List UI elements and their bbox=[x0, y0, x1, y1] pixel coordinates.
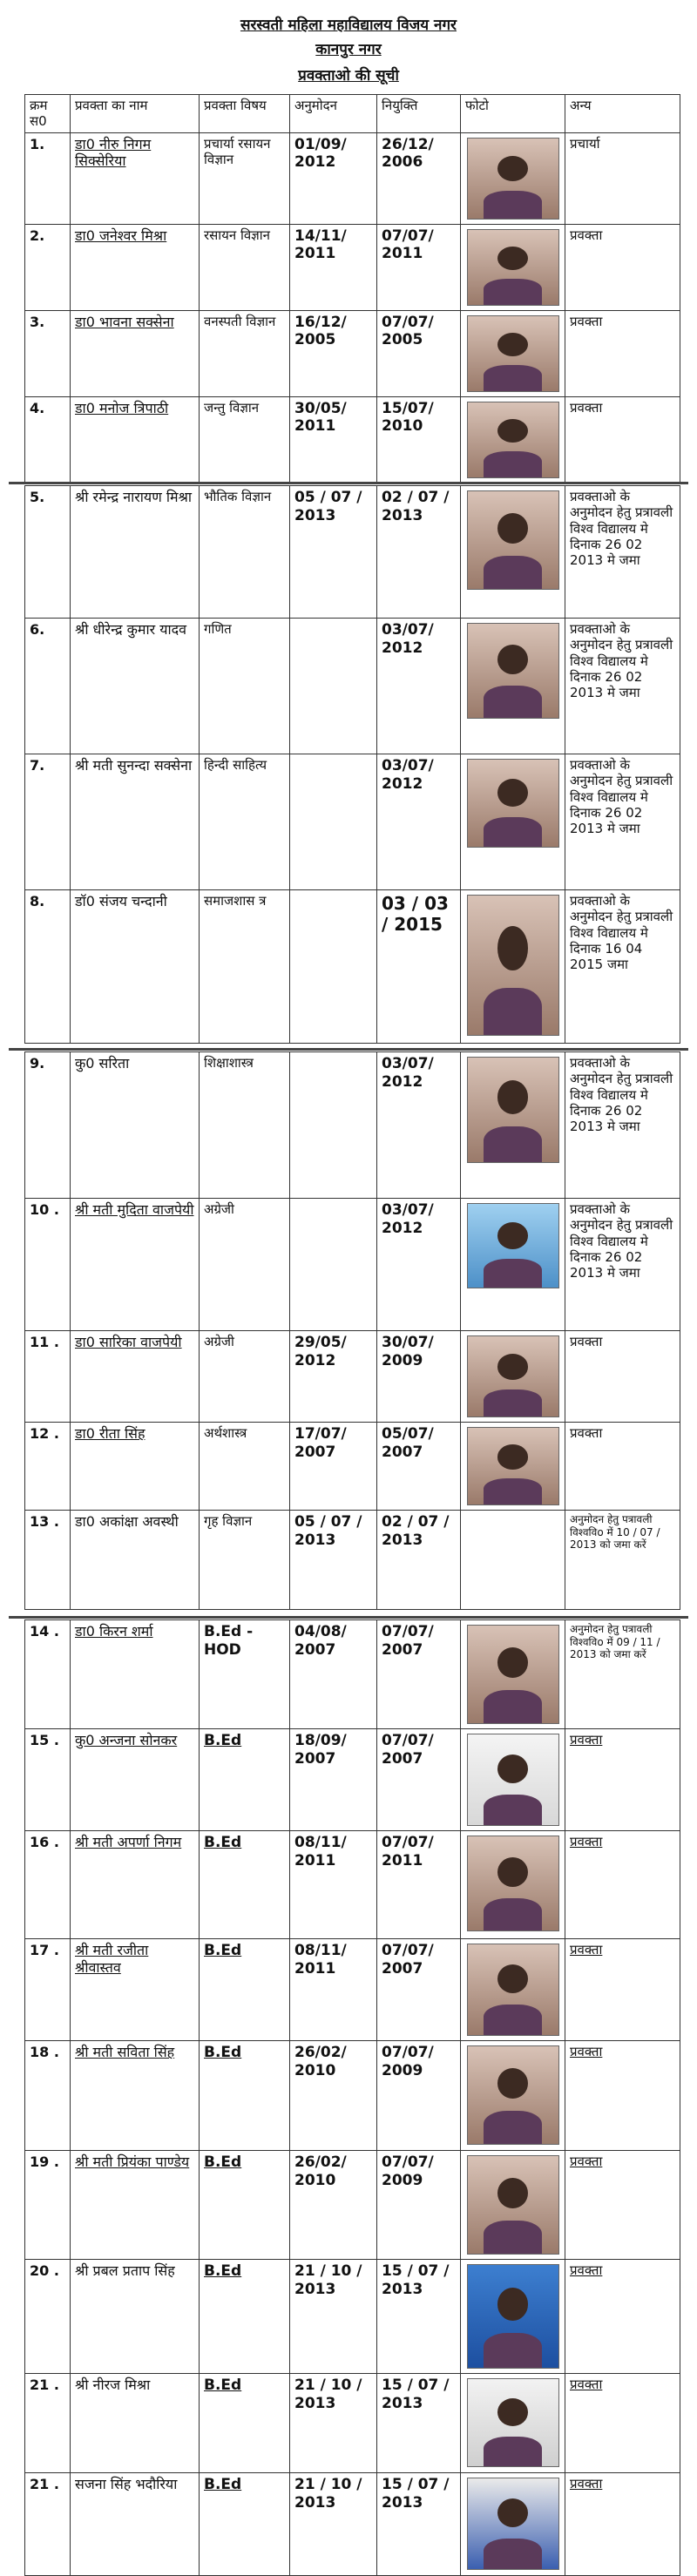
remark-cell: प्रवक्ता bbox=[565, 1939, 680, 2041]
subject-cell: जन्तु विज्ञान bbox=[200, 396, 290, 483]
serial-cell: 3. bbox=[25, 310, 71, 396]
remark-cell: प्रवक्ताओ के अनुमोदन हेतु प्रत्रावली विश्व विद्यालय मे दिनाक 26 02 2013 मे जमा bbox=[565, 1052, 680, 1199]
remark-cell: प्रवक्ताओ के अनुमोदन हेतु प्रत्रावली विश्व विद्यालय मे दिनाक 26 02 2013 मे जमा bbox=[565, 754, 680, 890]
appointment-cell: 26/12/ 2006 bbox=[377, 132, 461, 224]
subject-cell: अग्रेजी bbox=[200, 1199, 290, 1331]
subject-cell: B.Ed bbox=[200, 2041, 290, 2151]
name-cell: श्री मती सुनन्दा सक्सेना bbox=[71, 754, 200, 890]
appointment-cell: 07/07/ 2007 bbox=[377, 1729, 461, 1831]
table-row bbox=[25, 619, 680, 754]
col-header-name: प्रवक्ता का नाम bbox=[71, 95, 200, 133]
section-divider bbox=[9, 1616, 688, 1619]
serial-cell: 13 . bbox=[25, 1511, 71, 1610]
subject-cell: गृह विज्ञान bbox=[200, 1511, 290, 1610]
section-divider bbox=[9, 1048, 688, 1051]
approval-cell: 17/07/ 2007 bbox=[290, 1423, 377, 1511]
approval-cell: 26/02/ 2010 bbox=[290, 2041, 377, 2151]
photo-cell bbox=[461, 1939, 565, 2041]
photo-cell bbox=[461, 132, 565, 224]
lecturer-table-part-3 bbox=[24, 1051, 680, 1610]
lecturer-photo bbox=[467, 1944, 559, 2036]
name-cell: डा0 सारिका वाजपेयी bbox=[71, 1331, 200, 1423]
name-cell: श्री मती रजीता श्रीवास्तव bbox=[71, 1939, 200, 2041]
table-row bbox=[25, 1511, 680, 1610]
approval-cell: 18/09/ 2007 bbox=[290, 1729, 377, 1831]
serial-cell: 10 . bbox=[25, 1199, 71, 1331]
lecturer-photo bbox=[467, 2264, 559, 2369]
lecturer-photo bbox=[467, 1057, 559, 1163]
table-row bbox=[25, 754, 680, 890]
page-header bbox=[0, 0, 697, 91]
subject-cell: B.Ed bbox=[200, 2260, 290, 2374]
lecturer-photo bbox=[467, 490, 559, 590]
photo-cell bbox=[461, 2041, 565, 2151]
serial-cell: 20 . bbox=[25, 2260, 71, 2374]
name-cell: श्री रमेन्द्र नारायण मिश्रा bbox=[71, 486, 200, 619]
serial-cell: 2. bbox=[25, 224, 71, 310]
table-row bbox=[25, 224, 680, 310]
name-cell: श्री मती अपर्णा निगम bbox=[71, 1831, 200, 1939]
lecturer-table-part-1 bbox=[24, 94, 680, 483]
name-cell: डा0 नीरु निगम सिक्सेरिया bbox=[71, 132, 200, 224]
name-cell: श्री मती मुदिता वाजपेयी bbox=[71, 1199, 200, 1331]
lecturer-photo bbox=[467, 1335, 559, 1417]
lecturer-photo bbox=[467, 1427, 559, 1505]
photo-cell bbox=[461, 1052, 565, 1199]
lecturer-photo bbox=[467, 402, 559, 478]
appointment-cell: 03/07/ 2012 bbox=[377, 754, 461, 890]
appointment-cell: 07/07/ 2009 bbox=[377, 2151, 461, 2260]
appointment-cell: 03/07/ 2012 bbox=[377, 619, 461, 754]
approval-cell: 08/11/ 2011 bbox=[290, 1939, 377, 2041]
serial-cell: 18 . bbox=[25, 2041, 71, 2151]
remark-cell: प्रवक्ता bbox=[565, 396, 680, 483]
remark-cell: अनुमोदन हेतु पत्रावली विश्वविo में 10 / 07 / 2013 को जमा करें bbox=[565, 1511, 680, 1610]
subject-cell: अग्रेजी bbox=[200, 1331, 290, 1423]
list-title: प्रवक्ताओ की सूची bbox=[298, 67, 399, 85]
photo-cell bbox=[461, 1620, 565, 1729]
approval-cell: 08/11/ 2011 bbox=[290, 1831, 377, 1939]
appointment-cell: 30/07/ 2009 bbox=[377, 1331, 461, 1423]
name-cell: डा0 रीता सिंह bbox=[71, 1423, 200, 1511]
lecturer-photo bbox=[467, 1734, 559, 1826]
photo-cell bbox=[461, 1199, 565, 1331]
table-row bbox=[25, 486, 680, 619]
name-cell: सजना सिंह भदौरिया bbox=[71, 2473, 200, 2576]
subject-cell: B.Ed bbox=[200, 2473, 290, 2576]
serial-cell: 16 . bbox=[25, 1831, 71, 1939]
name-cell: डा0 किरन शर्मा bbox=[71, 1620, 200, 1729]
subject-cell: वनस्पती विज्ञान bbox=[200, 310, 290, 396]
remark-cell: प्रवक्ता bbox=[565, 2374, 680, 2473]
photo-cell bbox=[461, 890, 565, 1044]
lecturer-photo bbox=[467, 759, 559, 848]
table-row bbox=[25, 2151, 680, 2260]
subject-cell: B.Ed bbox=[200, 2374, 290, 2473]
lecturer-photo bbox=[467, 229, 559, 306]
remark-cell: प्रवक्ता bbox=[565, 224, 680, 310]
remark-cell: प्रवक्ता bbox=[565, 2473, 680, 2576]
approval-cell: 29/05/ 2012 bbox=[290, 1331, 377, 1423]
serial-cell: 19 . bbox=[25, 2151, 71, 2260]
lecturer-photo bbox=[467, 2478, 559, 2570]
name-cell: डा0 मनोज त्रिपाठी bbox=[71, 396, 200, 483]
name-cell: कु0 अन्जना सोनकर bbox=[71, 1729, 200, 1831]
subject-cell: भौतिक विज्ञान bbox=[200, 486, 290, 619]
lecturer-photo bbox=[467, 2155, 559, 2255]
lecturer-photo bbox=[467, 315, 559, 392]
name-cell: डा0 जनेश्वर मिश्रा bbox=[71, 224, 200, 310]
remark-cell: अनुमोदन हेतु पत्रावली विश्वविo में 09 / 11 / 2013 को जमा करें bbox=[565, 1620, 680, 1729]
remark-cell: प्रवक्ता bbox=[565, 2260, 680, 2374]
approval-cell bbox=[290, 619, 377, 754]
table-row bbox=[25, 132, 680, 224]
name-cell: डा0 भावना सक्सेना bbox=[71, 310, 200, 396]
name-cell: श्री नीरज मिश्रा bbox=[71, 2374, 200, 2473]
approval-cell: 14/11/ 2011 bbox=[290, 224, 377, 310]
remark-cell: प्रवक्ता bbox=[565, 1729, 680, 1831]
remark-cell: प्रवक्ता bbox=[565, 1423, 680, 1511]
table-row bbox=[25, 1729, 680, 1831]
serial-cell: 11 . bbox=[25, 1331, 71, 1423]
table-row bbox=[25, 310, 680, 396]
photo-cell bbox=[461, 1511, 565, 1610]
lecturer-table-part-4 bbox=[24, 1619, 680, 2576]
table-row bbox=[25, 1831, 680, 1939]
appointment-cell: 03/07/ 2012 bbox=[377, 1199, 461, 1331]
photo-cell bbox=[461, 486, 565, 619]
table-row bbox=[25, 1620, 680, 1729]
table-row bbox=[25, 2374, 680, 2473]
subject-cell: B.Ed - HOD bbox=[200, 1620, 290, 1729]
photo-cell bbox=[461, 2151, 565, 2260]
serial-cell: 6. bbox=[25, 619, 71, 754]
subject-cell: B.Ed bbox=[200, 1831, 290, 1939]
lecturer-photo-empty bbox=[468, 1515, 558, 1602]
approval-cell: 30/05/ 2011 bbox=[290, 396, 377, 483]
remark-cell: प्रवक्ताओ के अनुमोदन हेतु प्रत्रावली विश्व विद्यालय मे दिनाक 16 04 2015 जमा bbox=[565, 890, 680, 1044]
lecturer-table-part-2 bbox=[24, 485, 680, 1044]
table-row bbox=[25, 2473, 680, 2576]
approval-cell: 21 / 10 / 2013 bbox=[290, 2473, 377, 2576]
serial-cell: 17 . bbox=[25, 1939, 71, 2041]
appointment-cell: 15 / 07 / 2013 bbox=[377, 2260, 461, 2374]
col-header-approval: अनुमोदन bbox=[290, 95, 377, 133]
remark-cell: प्रवक्ता bbox=[565, 1331, 680, 1423]
approval-cell bbox=[290, 890, 377, 1044]
remark-cell: प्रवक्ता bbox=[565, 310, 680, 396]
table-row bbox=[25, 1423, 680, 1511]
appointment-cell: 05/07/ 2007 bbox=[377, 1423, 461, 1511]
photo-cell bbox=[461, 2260, 565, 2374]
subject-cell: शिक्षाशास्त्र bbox=[200, 1052, 290, 1199]
subject-cell: B.Ed bbox=[200, 1939, 290, 2041]
remark-cell: प्रवक्ताओ के अनुमोदन हेतु प्रत्रावली विश्व विद्यालय मे दिनाक 26 02 2013 मे जमा bbox=[565, 486, 680, 619]
subject-cell: प्रचार्या रसायन विज्ञान bbox=[200, 132, 290, 224]
photo-cell bbox=[461, 396, 565, 483]
photo-cell bbox=[461, 619, 565, 754]
approval-cell bbox=[290, 1199, 377, 1331]
city-title: कानपुर नगर bbox=[315, 41, 382, 58]
name-cell: श्री प्रबल प्रताप सिंह bbox=[71, 2260, 200, 2374]
serial-cell: 8. bbox=[25, 890, 71, 1044]
photo-cell bbox=[461, 1423, 565, 1511]
approval-cell bbox=[290, 1052, 377, 1199]
appointment-cell: 02 / 07 / 2013 bbox=[377, 1511, 461, 1610]
table-header-row bbox=[25, 95, 680, 133]
subject-cell: B.Ed bbox=[200, 2151, 290, 2260]
approval-cell: 05 / 07 / 2013 bbox=[290, 1511, 377, 1610]
name-cell: डा0 अकांक्षा अवस्थी bbox=[71, 1511, 200, 1610]
photo-cell bbox=[461, 224, 565, 310]
col-header-appointment: नियुक्ति bbox=[377, 95, 461, 133]
table-row bbox=[25, 1199, 680, 1331]
lecturer-photo bbox=[467, 623, 559, 719]
col-header-other: अन्य bbox=[565, 95, 680, 133]
photo-cell bbox=[461, 1729, 565, 1831]
serial-cell: 4. bbox=[25, 396, 71, 483]
subject-cell: हिन्दी साहित्य bbox=[200, 754, 290, 890]
lecturer-photo bbox=[467, 1836, 559, 1931]
remark-cell: प्रवक्ता bbox=[565, 1831, 680, 1939]
serial-cell: 7. bbox=[25, 754, 71, 890]
approval-cell: 04/08/ 2007 bbox=[290, 1620, 377, 1729]
appointment-cell: 07/07/ 2007 bbox=[377, 1939, 461, 2041]
remark-cell: प्रवक्ता bbox=[565, 2041, 680, 2151]
table-row bbox=[25, 396, 680, 483]
photo-cell bbox=[461, 310, 565, 396]
table-row bbox=[25, 2260, 680, 2374]
name-cell: डॉ0 संजय चन्दानी bbox=[71, 890, 200, 1044]
remark-cell: प्रवक्ता bbox=[565, 2151, 680, 2260]
approval-cell: 26/02/ 2010 bbox=[290, 2151, 377, 2260]
col-header-serial: क्रम स0 bbox=[25, 95, 71, 133]
appointment-cell: 07/07/ 2009 bbox=[377, 2041, 461, 2151]
serial-cell: 12 . bbox=[25, 1423, 71, 1511]
table-row bbox=[25, 1052, 680, 1199]
college-title: सरस्वती महिला महाविद्यालय विजय नगर bbox=[240, 17, 457, 34]
lecturer-photo bbox=[467, 1203, 559, 1288]
appointment-cell: 07/07/ 2011 bbox=[377, 1831, 461, 1939]
col-header-subject: प्रवक्ता विषय bbox=[200, 95, 290, 133]
approval-cell: 01/09/ 2012 bbox=[290, 132, 377, 224]
appointment-cell: 03/07/ 2012 bbox=[377, 1052, 461, 1199]
appointment-cell: 07/07/ 2005 bbox=[377, 310, 461, 396]
serial-cell: 1. bbox=[25, 132, 71, 224]
lecturer-photo bbox=[467, 2045, 559, 2145]
remark-cell: प्रवक्ताओ के अनुमोदन हेतु प्रत्रावली विश्व विद्यालय मे दिनाक 26 02 2013 मे जमा bbox=[565, 619, 680, 754]
table-row bbox=[25, 2041, 680, 2151]
lecturer-photo bbox=[467, 1625, 559, 1724]
serial-cell: 21 . bbox=[25, 2473, 71, 2576]
appointment-cell: 07/07/ 2011 bbox=[377, 224, 461, 310]
approval-cell: 21 / 10 / 2013 bbox=[290, 2260, 377, 2374]
lecturer-photo bbox=[467, 138, 559, 220]
name-cell: श्री मती सविता सिंह bbox=[71, 2041, 200, 2151]
serial-cell: 15 . bbox=[25, 1729, 71, 1831]
appointment-cell: 02 / 07 / 2013 bbox=[377, 486, 461, 619]
subject-cell: अर्थशास्त्र bbox=[200, 1423, 290, 1511]
name-cell: कु0 सरिता bbox=[71, 1052, 200, 1199]
table-row bbox=[25, 890, 680, 1044]
col-header-photo: फोटो bbox=[461, 95, 565, 133]
appointment-cell: 15 / 07 / 2013 bbox=[377, 2374, 461, 2473]
photo-cell bbox=[461, 754, 565, 890]
approval-cell: 05 / 07 / 2013 bbox=[290, 486, 377, 619]
serial-cell: 9. bbox=[25, 1052, 71, 1199]
subject-cell: समाजशास त्र bbox=[200, 890, 290, 1044]
appointment-cell: 15 / 07 / 2013 bbox=[377, 2473, 461, 2576]
section-divider bbox=[9, 482, 688, 484]
table-row bbox=[25, 1939, 680, 2041]
serial-cell: 21 . bbox=[25, 2374, 71, 2473]
approval-cell: 21 / 10 / 2013 bbox=[290, 2374, 377, 2473]
subject-cell: रसायन विज्ञान bbox=[200, 224, 290, 310]
serial-cell: 14 . bbox=[25, 1620, 71, 1729]
photo-cell bbox=[461, 1831, 565, 1939]
lecturer-photo bbox=[467, 2378, 559, 2467]
table-row bbox=[25, 1331, 680, 1423]
lecturer-photo bbox=[467, 895, 559, 1036]
serial-cell: 5. bbox=[25, 486, 71, 619]
photo-cell bbox=[461, 1331, 565, 1423]
remark-cell: प्रवक्ताओ के अनुमोदन हेतु प्रत्रावली विश्व विद्यालय मे दिनाक 26 02 2013 मे जमा bbox=[565, 1199, 680, 1331]
appointment-cell: 03 / 03 / 2015 bbox=[377, 890, 461, 1044]
photo-cell bbox=[461, 2473, 565, 2576]
subject-cell: B.Ed bbox=[200, 1729, 290, 1831]
appointment-cell: 15/07/ 2010 bbox=[377, 396, 461, 483]
approval-cell bbox=[290, 754, 377, 890]
approval-cell: 16/12/ 2005 bbox=[290, 310, 377, 396]
appointment-cell: 07/07/ 2007 bbox=[377, 1620, 461, 1729]
subject-cell: गणित bbox=[200, 619, 290, 754]
name-cell: श्री मती प्रियंका पाण्डेय bbox=[71, 2151, 200, 2260]
photo-cell bbox=[461, 2374, 565, 2473]
remark-cell: प्रचार्या bbox=[565, 132, 680, 224]
name-cell: श्री धीरेन्द्र कुमार यादव bbox=[71, 619, 200, 754]
